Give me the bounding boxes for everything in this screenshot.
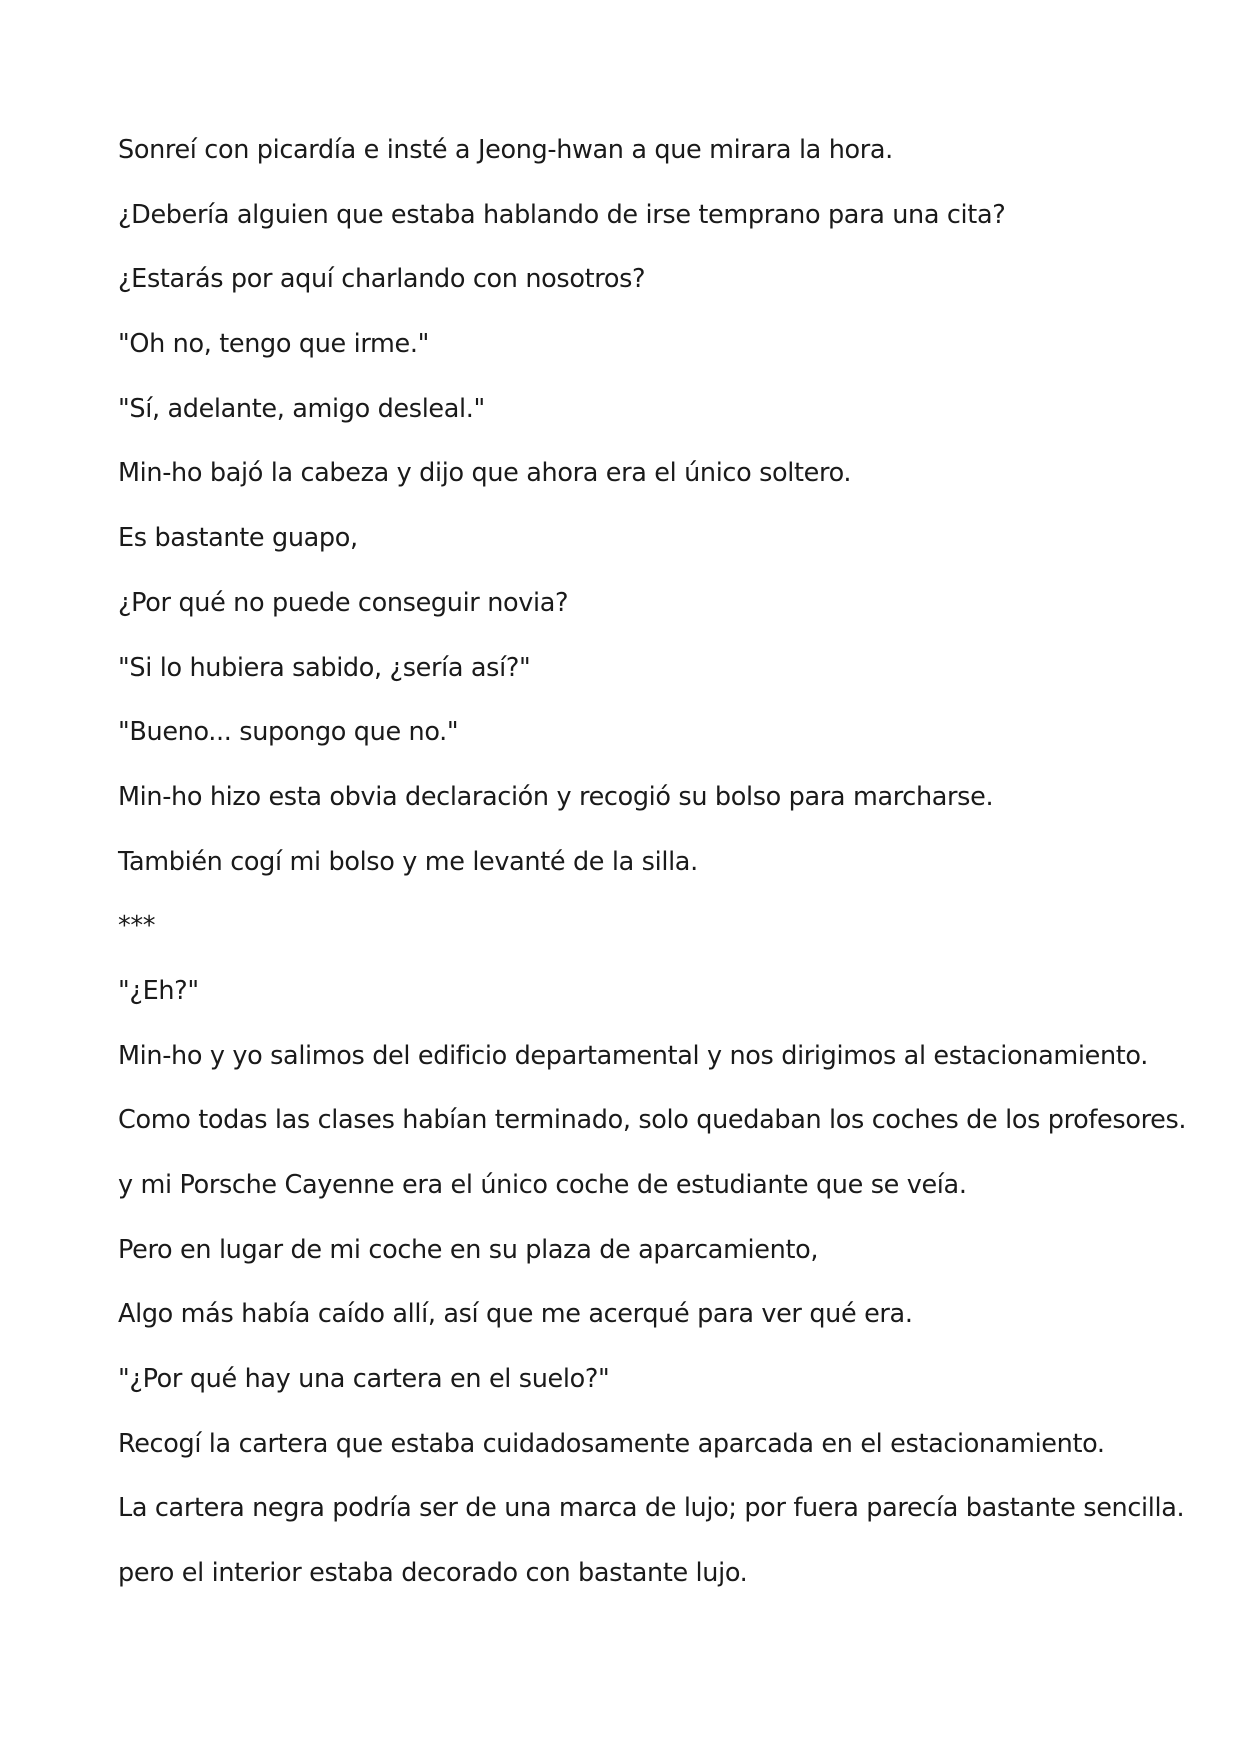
paragraph: Min-ho hizo esta obvia declaración y recogió su bolso para marcharse.: [118, 781, 994, 812]
paragraph: Min-ho y yo salimos del edificio departamental y nos dirigimos al estacionamiento.: [118, 1040, 1148, 1071]
paragraph: Pero en lugar de mi coche en su plaza de aparcamiento,: [118, 1234, 819, 1265]
paragraph: ¿Debería alguien que estaba hablando de irse temprano para una cita?: [118, 199, 1006, 230]
dialogue-line: "Oh no, tengo que irme.": [118, 329, 430, 360]
paragraph: Algo más había caído allí, así que me acerqué para ver qué era.: [118, 1299, 913, 1330]
body-text: [118, 118, 1198, 1606]
paragraph: Min-ho bajó la cabeza y dijo que ahora era el único soltero.: [118, 458, 852, 489]
paragraph: Como todas las clases habían terminado, solo quedaban los coches de los profesores.: [118, 1105, 1187, 1136]
paragraph: ¿Por qué no puede conseguir novia?: [118, 587, 569, 618]
dialogue-line: "Sí, adelante, amigo desleal.": [118, 393, 485, 424]
dialogue-line: "¿Por qué hay una cartera en el suelo?": [118, 1364, 610, 1395]
scene-break: ***: [118, 911, 156, 942]
dialogue-line: "¿Eh?": [118, 975, 199, 1006]
paragraph: Recogí la cartera que estaba cuidadosamente aparcada en el estacionamiento.: [118, 1428, 1105, 1459]
paragraph: Sonreí con picardía e insté a Jeong-hwan a que mirara la hora.: [118, 135, 893, 165]
paragraph: y mi Porsche Cayenne era el único coche de estudiante que se veía.: [118, 1170, 967, 1200]
paragraph: ¿Estarás por aquí charlando con nosotros?: [118, 264, 646, 295]
paragraph: Es bastante guapo,: [118, 523, 358, 554]
paragraph: La cartera negra podría ser de una marca de lujo; por fuera parecía bastante sencilla.: [118, 1493, 1185, 1524]
paragraph: También cogí mi bolso y me levanté de la silla.: [118, 846, 698, 877]
paragraph: pero el interior estaba decorado con bastante lujo.: [118, 1558, 748, 1589]
dialogue-line: "Si lo hubiera sabido, ¿sería así?": [118, 652, 531, 683]
dialogue-line: "Bueno... supongo que no.": [118, 717, 459, 748]
